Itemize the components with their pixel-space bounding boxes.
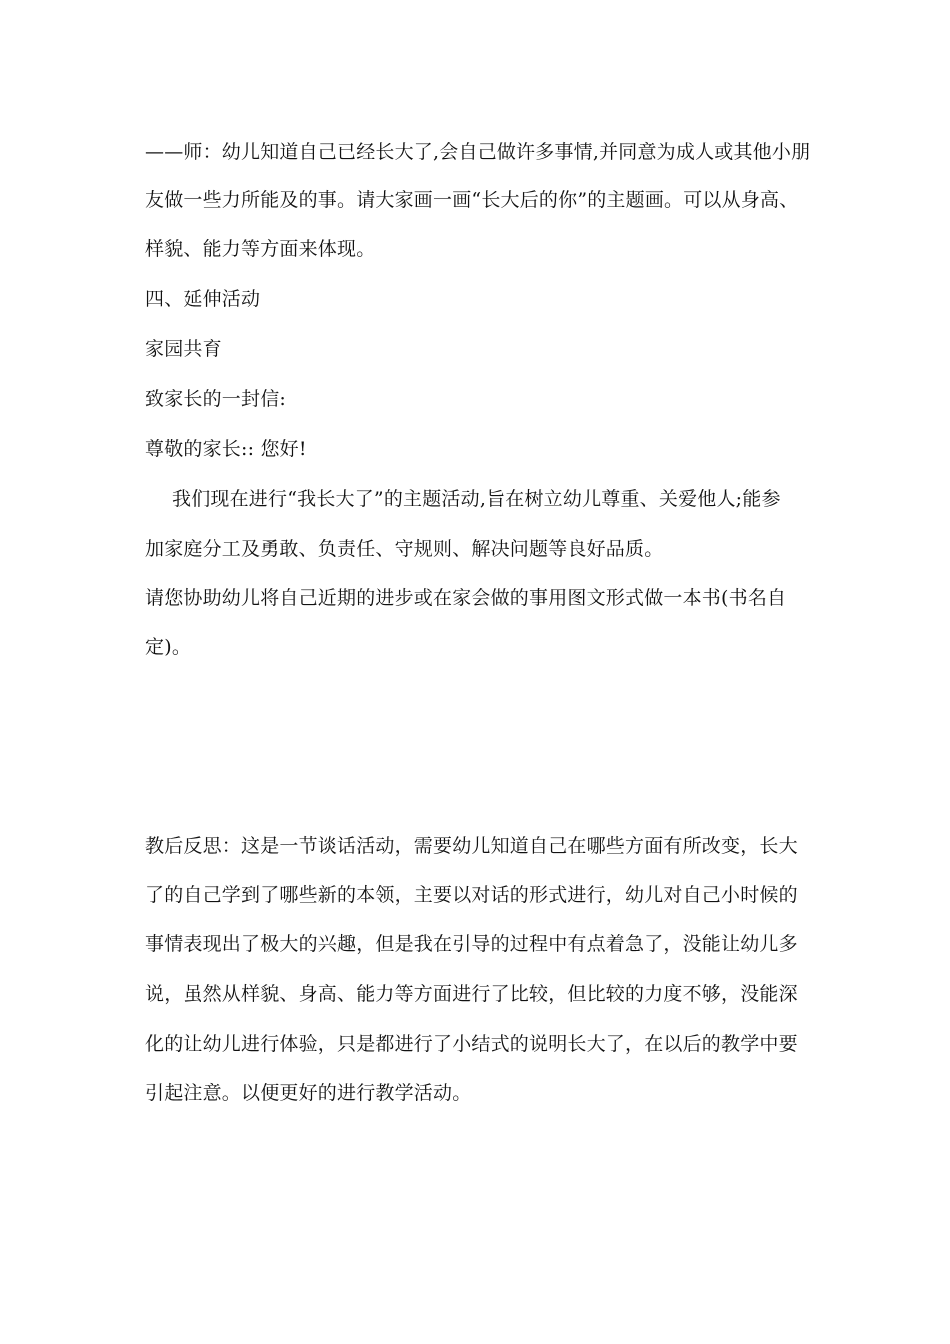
reflection-line-1: 教后反思：这是一节谈话活动，需要幼儿知道自己在哪些方面有所改变，长大 — [145, 835, 798, 857]
reflection-line-6: 引起注意。以便更好的进行教学活动。 — [145, 1082, 472, 1104]
letter-title: 致家长的一封信: — [145, 388, 287, 410]
letter-body-line-2: 加家庭分工及勇敢、负责任、守规则、解决问题等良好品质。 — [145, 538, 664, 560]
reflection-line-3: 事情表现出了极大的兴趣，但是我在引导的过程中有点着急了，没能让幼儿多 — [145, 933, 798, 955]
teacher-paragraph-line-2: 友做一些力所能及的事。请大家画一画“长大后的你”的主题画。可以从身高、 — [145, 189, 799, 211]
letter-salutation: 尊敬的家长:: 您好! — [145, 438, 307, 460]
teacher-paragraph-line-1: ——师：幼儿知道自己已经长大了,会自己做许多事情,并同意为成人或其他小朋 — [145, 141, 811, 163]
home-school-heading: 家园共育 — [145, 338, 222, 360]
letter-body-line-1: 我们现在进行“我长大了”的主题活动,旨在树立幼儿尊重、关爱他人;能参 — [172, 488, 781, 510]
letter-body-line-3: 请您协助幼儿将自己近期的进步或在家会做的事用图文形式做一本书(书名自 — [145, 587, 787, 609]
reflection-line-5: 化的让幼儿进行体验，只是都进行了小结式的说明长大了，在以后的教学中要 — [145, 1033, 798, 1055]
letter-body-line-4: 定)。 — [145, 636, 192, 658]
extension-activity-heading: 四、延伸活动 — [145, 288, 261, 310]
reflection-line-4: 说，虽然从样貌、身高、能力等方面进行了比较，但比较的力度不够，没能深 — [145, 983, 798, 1005]
reflection-line-2: 了的自己学到了哪些新的本领，主要以对话的形式进行，幼儿对自己小时候的 — [145, 884, 798, 906]
teacher-paragraph-line-3: 样貌、能力等方面来体现。 — [145, 238, 376, 260]
